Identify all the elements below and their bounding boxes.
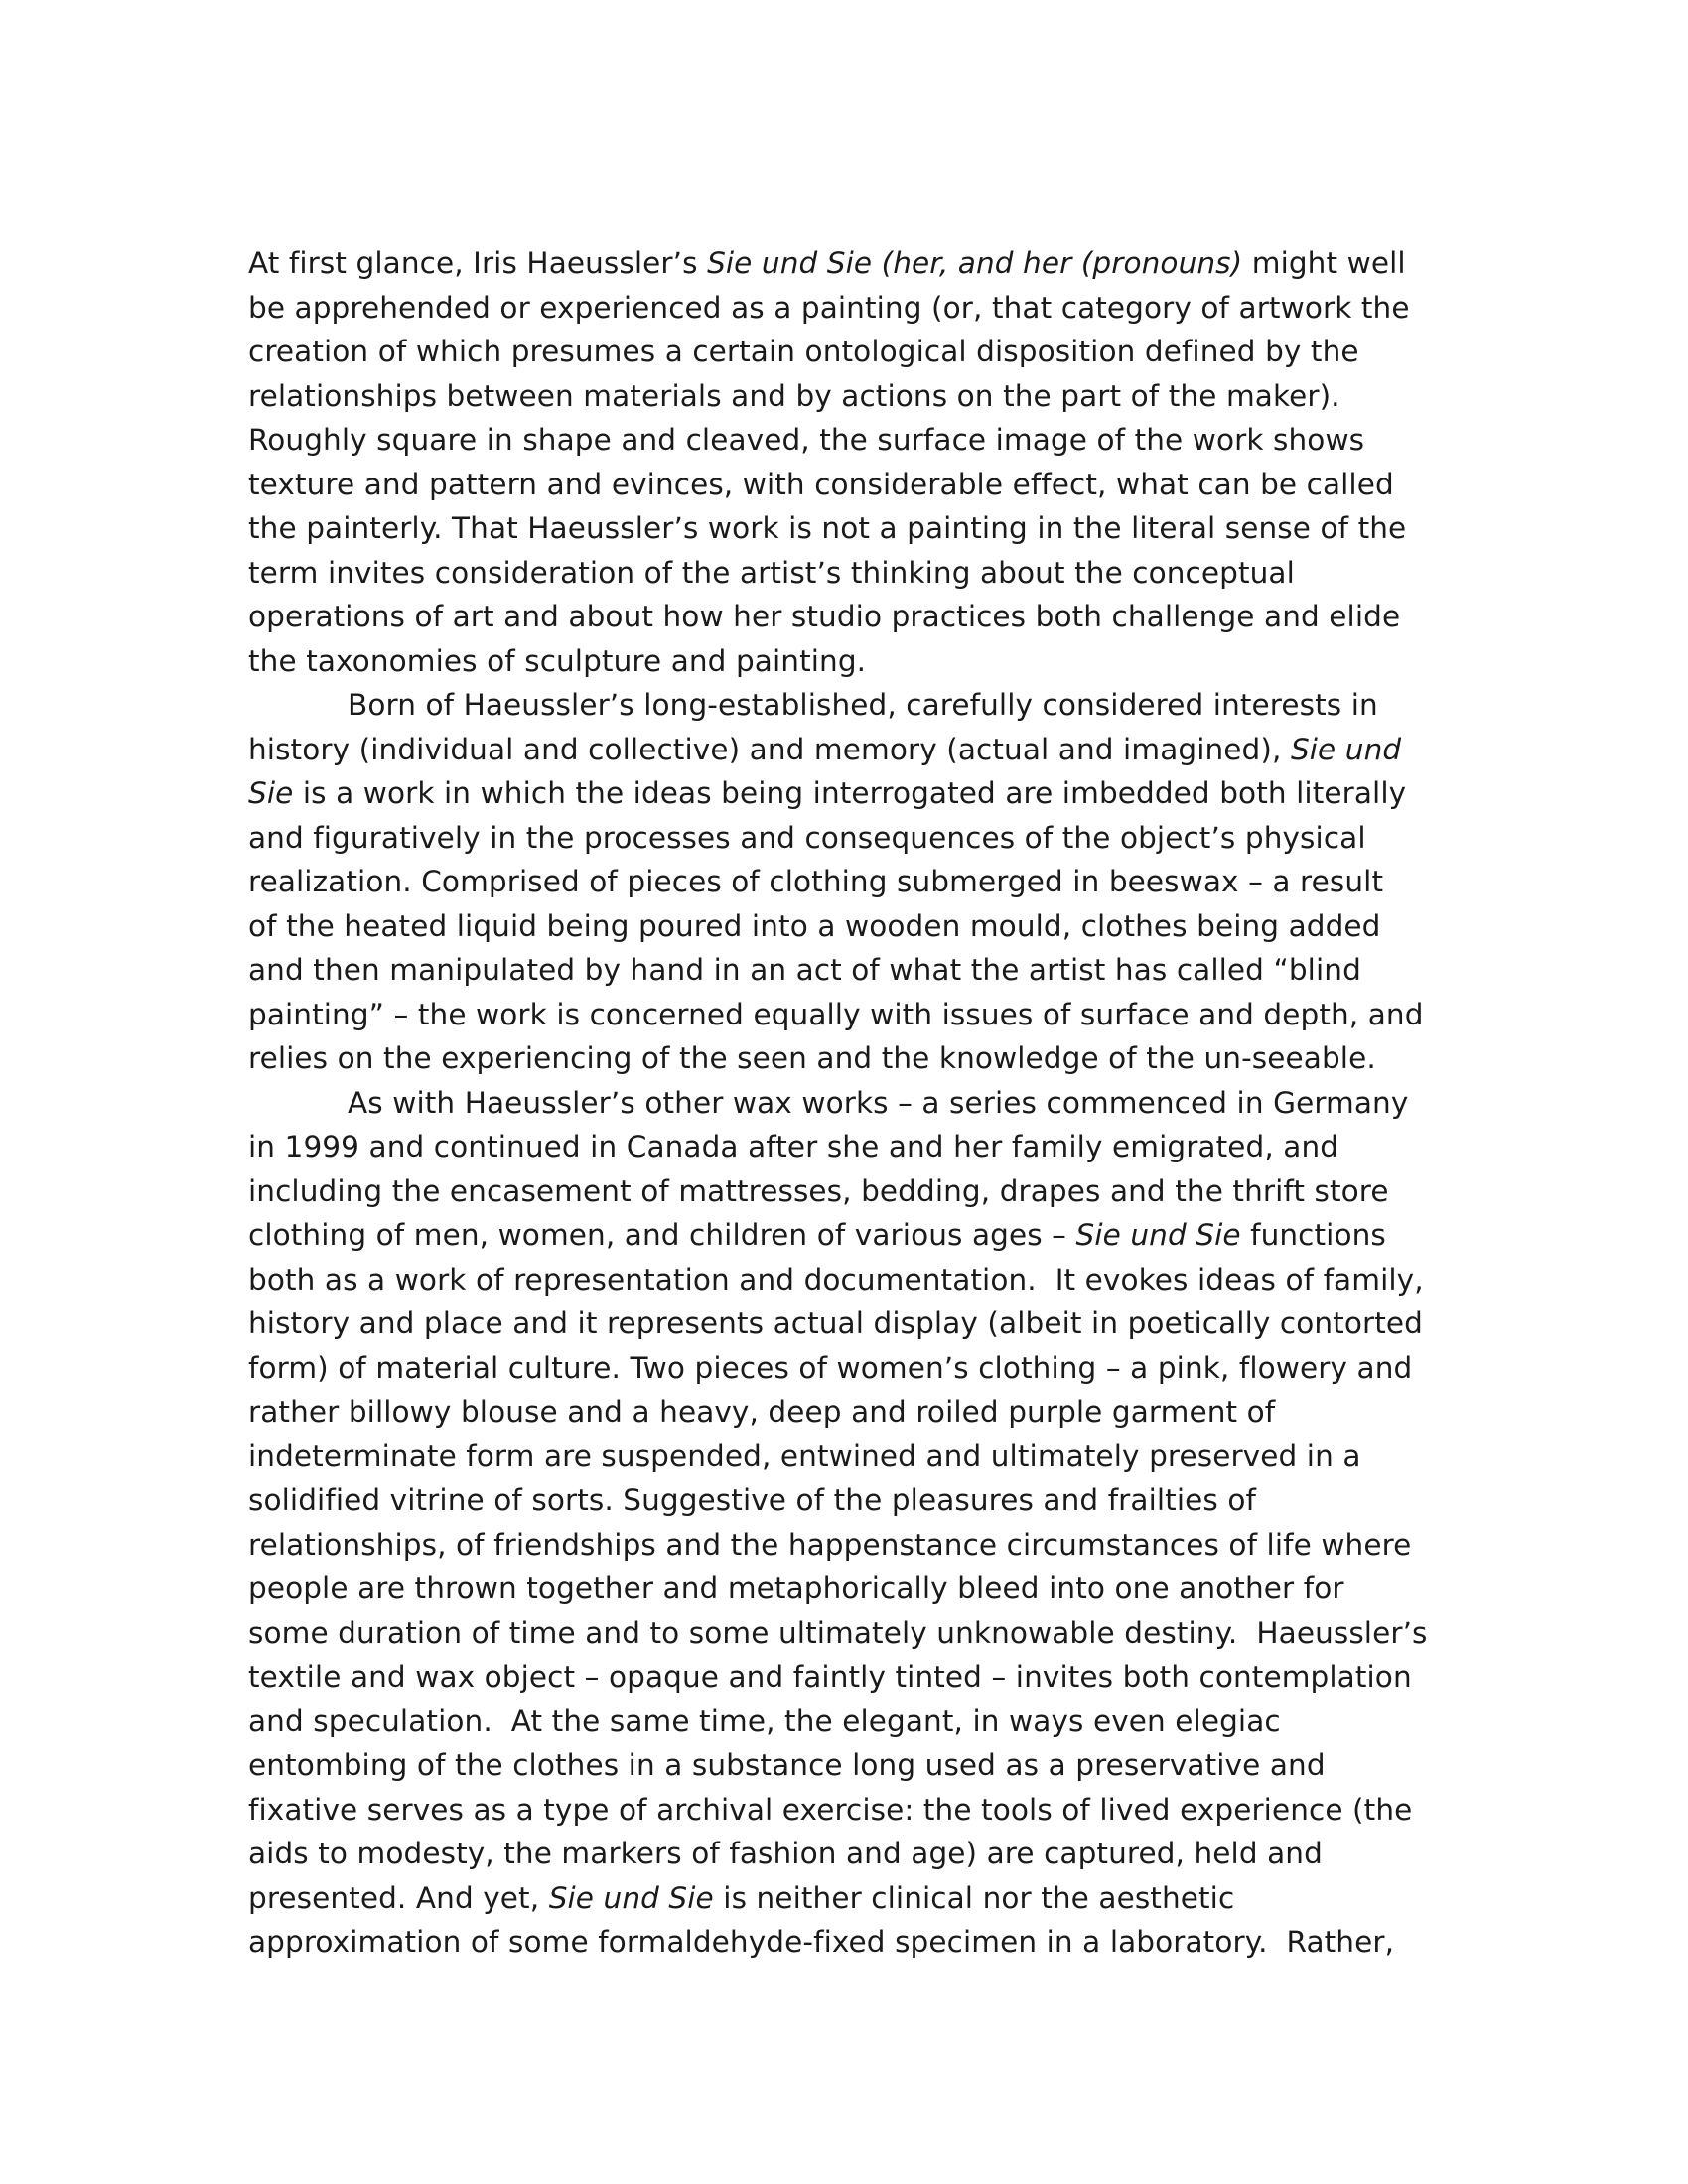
text-run: clothing of men, women, and children of various ages –: [248, 1218, 1076, 1252]
text-line: [248, 639, 1489, 684]
text-line: [248, 1213, 1489, 1258]
text-line: [248, 1743, 1489, 1788]
text-line: [248, 330, 1489, 374]
text-line: [248, 728, 1489, 772]
text-run: operations of art and about how her studio practices both challenge and elide: [248, 600, 1401, 633]
text-run: form) of material culture. Two pieces of women’s clothing – a pink, flowery and: [248, 1350, 1413, 1385]
italic-title-text: Sie: [248, 776, 294, 810]
text-run: and then manipulated by hand in an act of what the artist has called “blind: [248, 953, 1361, 987]
text-line: [248, 1611, 1489, 1656]
text-run: relies on the experiencing of the seen and the knowledge of the un-seeable.: [248, 1041, 1376, 1075]
text-run: Roughly square in shape and cleaved, the surface image of the work shows: [248, 423, 1365, 457]
text-run: approximation of some formaldehyde-fixed specimen in a laboratory. Rather,: [248, 1925, 1395, 1959]
text-line: [248, 595, 1489, 639]
text-run: presented. And yet,: [248, 1880, 549, 1915]
text-line: [248, 860, 1489, 904]
text-line: [248, 771, 1489, 816]
text-run: history and place and it represents actual display (albeit in poetically contorted: [248, 1306, 1423, 1340]
text-run: and figuratively in the processes and consequences of the object’s physical: [248, 820, 1366, 855]
italic-title-text: Sie und Sie: [548, 1880, 714, 1915]
text-run: and speculation. At the same time, the elegant, in ways even elegiac: [248, 1704, 1281, 1738]
text-line: [248, 1700, 1489, 1744]
text-run: textile and wax object – opaque and faintly tinted – invites both contemplation: [248, 1660, 1412, 1694]
text-line: [248, 904, 1489, 949]
text-run: people are thrown together and metaphorically bleed into one another for: [248, 1571, 1344, 1605]
text-line: [248, 1876, 1489, 1921]
text-run: creation of which presumes a certain ontological disposition defined by the: [248, 335, 1359, 368]
text-run: in 1999 and continued in Canada after she and her family emigrated, and: [248, 1130, 1339, 1163]
text-run: is neither clinical nor the aesthetic: [713, 1880, 1235, 1915]
text-run: painting” – the work is concerned equally with issues of surface and depth, and: [248, 997, 1424, 1031]
italic-title-text: Sie und Sie: [1075, 1218, 1241, 1252]
text-run: As with Haeussler’s other wax works – a series commenced in Germany: [348, 1085, 1409, 1120]
text-line: [248, 374, 1489, 419]
text-line: [248, 1478, 1489, 1523]
paragraph: [248, 241, 1489, 683]
text-run: of the heated liquid being poured into a wooden mould, clothes being added: [248, 908, 1381, 943]
text-line: [248, 241, 1489, 286]
text-run: relationships between materials and by actions on the part of the maker).: [248, 378, 1340, 413]
text-line: [248, 948, 1489, 993]
text-line: [248, 1434, 1489, 1479]
text-line: [248, 1169, 1489, 1214]
text-run: At first glance, Iris Haeussler’s: [248, 246, 708, 280]
text-run: the painterly. That Haeussler’s work is not a painting in the literal sense of the: [248, 511, 1407, 545]
italic-title-text: Sie und: [1290, 732, 1402, 766]
text-run: relationships, of friendships and the happenstance circumstances of life where: [248, 1527, 1412, 1562]
text-line: [248, 551, 1489, 596]
text-run: functions: [1240, 1218, 1386, 1252]
text-run: both as a work of representation and documentation. It evokes ideas of family,: [248, 1262, 1424, 1297]
text-line: [248, 1258, 1489, 1302]
text-line: [248, 683, 1489, 728]
text-line: [248, 506, 1489, 551]
text-line: [248, 1390, 1489, 1434]
text-run: texture and pattern and evinces, with considerable effect, what can be called: [248, 467, 1394, 501]
text-line: [248, 1036, 1489, 1081]
text-run: term invites consideration of the artist’s thinking about the conceptual: [248, 555, 1295, 590]
text-run: realization. Comprised of pieces of clothing submerged in beeswax – a result: [248, 865, 1384, 898]
text-run: be apprehended or experienced as a painting (or, that category of artwork the: [248, 290, 1410, 325]
text-line: [248, 1081, 1489, 1126]
text-run: indeterminate form are suspended, entwined and ultimately preserved in a: [248, 1438, 1361, 1473]
text-run: solidified vitrine of sorts. Suggestive of the pleasures and frailties of: [248, 1483, 1256, 1517]
text-run: some duration of time and to some ultimately unknowable destiny. Haeussler’s: [248, 1615, 1428, 1650]
text-run: Born of Haeussler’s long-established, carefully considered interests in: [348, 688, 1378, 722]
text-line: [248, 993, 1489, 1037]
body-text: [248, 241, 1489, 1965]
text-line: [248, 1832, 1489, 1876]
text-line: [248, 1920, 1489, 1965]
text-line: [248, 1788, 1489, 1833]
text-line: [248, 1655, 1489, 1700]
text-run: fixative serves as a type of archival exercise: the tools of lived experience (the: [248, 1792, 1413, 1827]
text-run: might well: [1242, 246, 1406, 280]
text-run: history (individual and collective) and memory (actual and imagined),: [248, 732, 1291, 766]
text-line: [248, 1523, 1489, 1568]
text-run: is a work in which the ideas being interrogated are imbedded both literally: [293, 776, 1407, 810]
text-line: [248, 816, 1489, 861]
text-line: [248, 418, 1489, 463]
text-line: [248, 286, 1489, 331]
text-run: rather billowy blouse and a heavy, deep and roiled purple garment of: [248, 1395, 1276, 1429]
text-line: [248, 1301, 1489, 1346]
text-run: the taxonomies of sculpture and painting.: [248, 643, 867, 678]
italic-title-text: Sie und Sie (her, and her (pronouns): [707, 246, 1243, 280]
text-run: entombing of the clothes in a substance long used as a preservative and: [248, 1748, 1326, 1782]
paragraph: [248, 1081, 1489, 1965]
text-line: [248, 1125, 1489, 1169]
text-run: including the encasement of mattresses, bedding, drapes and the thrift store: [248, 1173, 1389, 1208]
text-line: [248, 1346, 1489, 1391]
paragraph: [248, 683, 1489, 1081]
text-run: aids to modesty, the markers of fashion and age) are captured, held and: [248, 1837, 1323, 1870]
text-line: [248, 1567, 1489, 1611]
text-line: [248, 463, 1489, 507]
